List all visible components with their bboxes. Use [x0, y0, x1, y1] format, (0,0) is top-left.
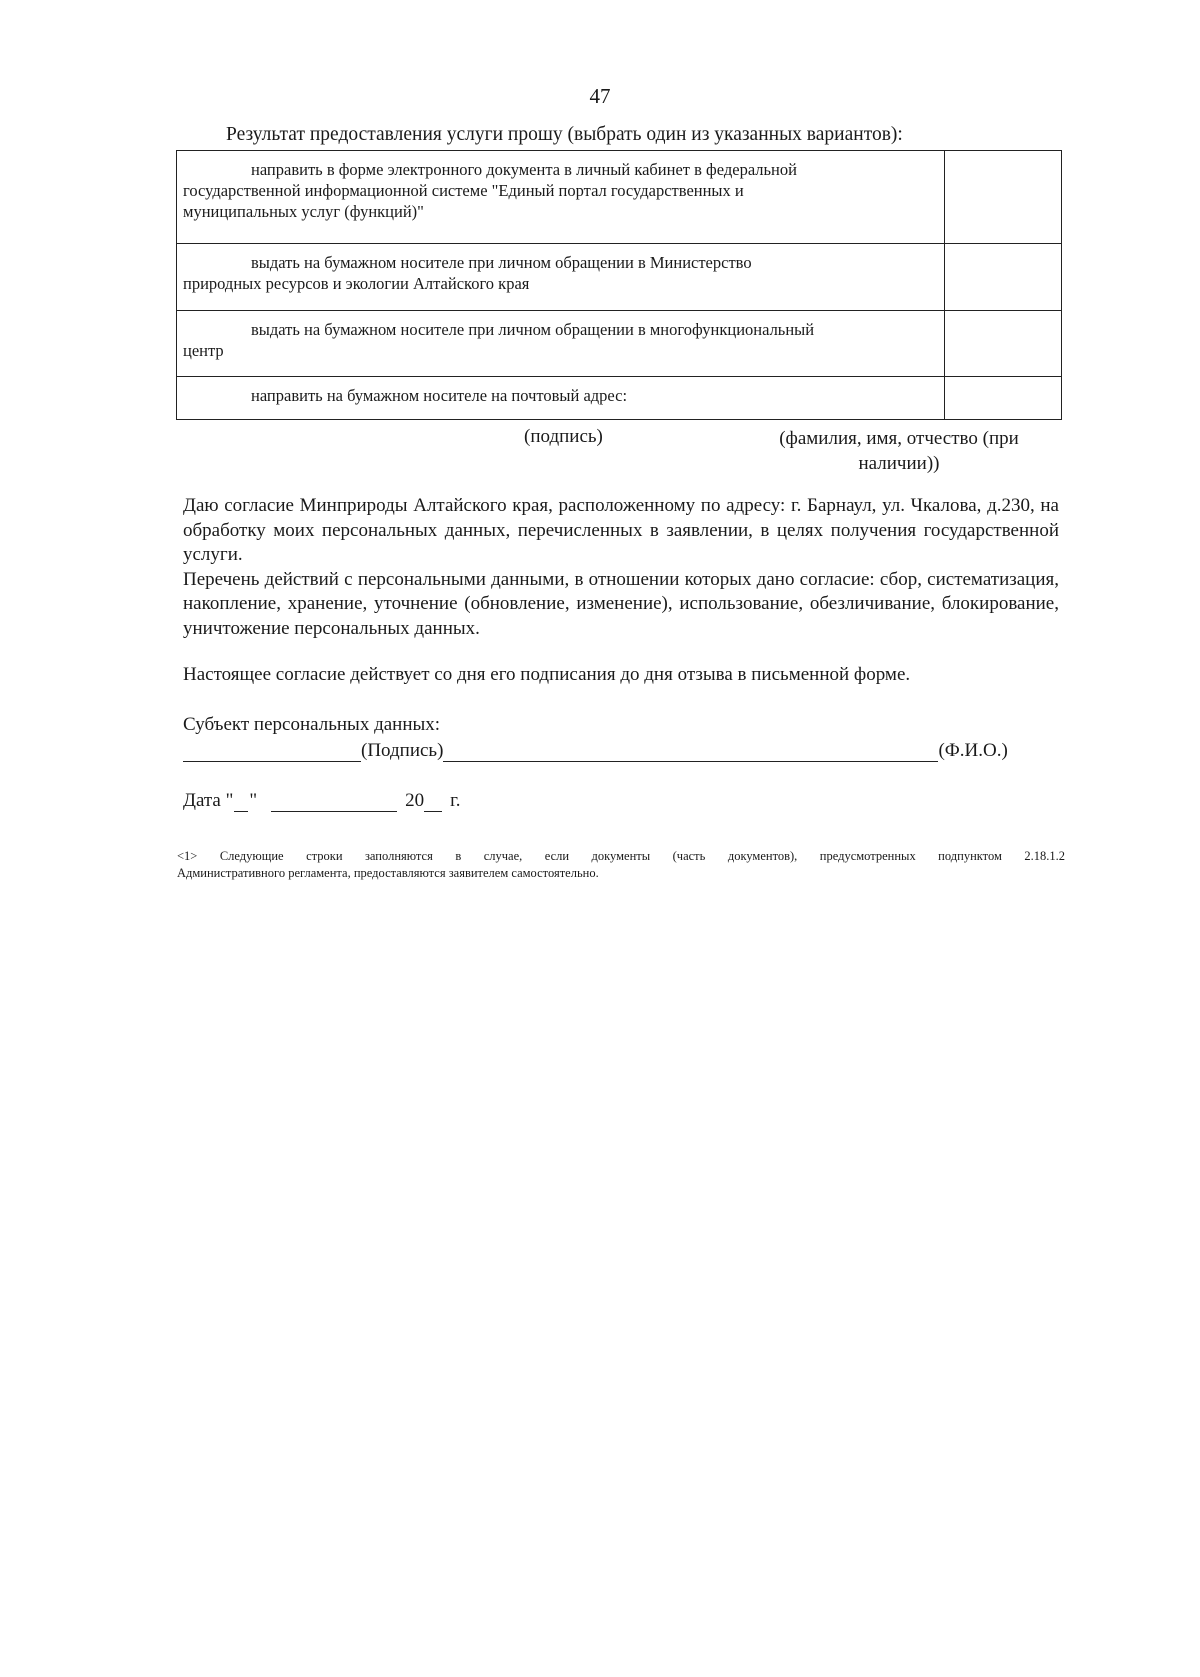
option-row-mfc [177, 311, 1062, 377]
option-row-ministry [177, 244, 1062, 311]
signature-blank[interactable] [183, 741, 361, 762]
fullname-caption-line: (фамилия, имя, отчество (при [779, 428, 1019, 449]
option-text [177, 151, 945, 244]
option-text-line: природных ресурсов и экологии Алтайского края [183, 274, 530, 293]
option-text [177, 377, 945, 420]
options-heading: Результат предоставления услуги прошу (выбрать один из указанных вариантов): [226, 124, 903, 145]
date-label: Дата " [183, 790, 234, 811]
year-prefix: 20 [405, 790, 425, 811]
option-mark-cell[interactable] [944, 244, 1061, 311]
signature-caption: (подпись) [524, 426, 603, 447]
option-mark-cell[interactable] [944, 311, 1061, 377]
option-text [177, 311, 945, 377]
option-row-post [177, 377, 1062, 420]
fullname-caption-line: наличии)) [858, 453, 940, 474]
footnote [177, 848, 1065, 882]
option-text-line: выдать на бумажном носителе при личном обращении в Министерство [251, 253, 752, 272]
date-quote: " [249, 790, 258, 811]
consent-validity: Настоящее согласие действует со дня его подписания до дня отзыва в письменной форме. [183, 664, 911, 685]
consent-paragraph: Даю согласие Минприроды Алтайского края, расположенному по адресу: г. Барнаул, ул. Чкалова, д.230, на обработку моих персональных данных, перечисленных в заявлении, в целях получения государственной услуги. [183, 495, 1059, 565]
option-text-line: направить на бумажном носителе на почтовый адрес: [251, 386, 628, 405]
page-number: 47 [589, 84, 611, 108]
option-text-line: выдать на бумажном носителе при личном обращении в многофункциональный [251, 320, 815, 339]
option-row-portal [177, 151, 1062, 244]
option-mark-cell[interactable] [944, 377, 1061, 420]
consent-text [183, 494, 1059, 641]
option-text-line: государственной информационной системе "Единый портал государственных и [183, 181, 744, 200]
date-line [183, 790, 461, 812]
fullname-caption [740, 426, 1058, 476]
option-text-line: муниципальных услуг (функций)" [183, 202, 424, 221]
option-text-line: направить в форме электронного документа в личный кабинет в федеральной [251, 160, 797, 179]
month-blank[interactable] [271, 791, 397, 812]
option-mark-cell[interactable] [944, 151, 1061, 244]
fio-blank[interactable] [443, 741, 938, 762]
subject-signature-line [183, 740, 1063, 762]
signature-hint: (Подпись) [361, 740, 444, 761]
result-options-table [176, 150, 1062, 420]
year-suffix: г. [450, 790, 461, 811]
footnote-line: Административного регламента, предоставляются заявителем самостоятельно. [177, 866, 599, 880]
subject-label: Субъект персональных данных: [183, 714, 441, 735]
option-text [177, 244, 945, 311]
footnote-line: <1> Следующие строки заполняются в случае, если документы (часть документов), предусмотренных подпунктом 2.18.1.2 [177, 849, 1065, 863]
fio-hint: (Ф.И.О.) [938, 740, 1008, 761]
option-text-line: центр [183, 341, 224, 360]
day-blank[interactable] [234, 791, 248, 812]
year-blank[interactable] [424, 791, 442, 812]
consent-actions-paragraph: Перечень действий с персональными данными, в отношении которых дано согласие: сбор, систематизация, накопление, хранение, уточнение (обновление, изменение), использование, обезличивание, блокирование, уничтожение персональных данных. [183, 568, 1059, 639]
